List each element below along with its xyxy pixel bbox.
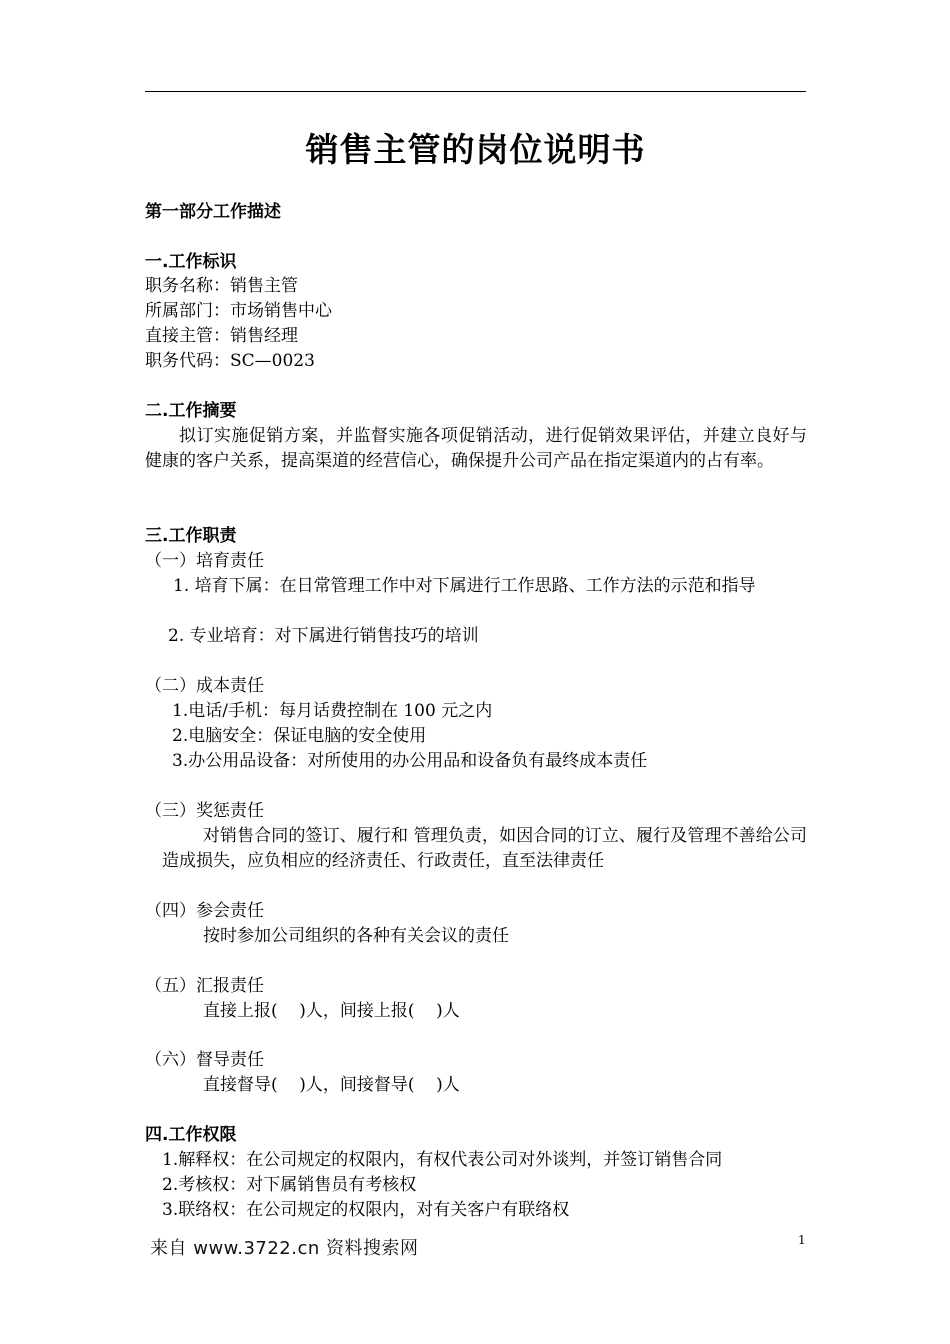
meetings-text: 按时参加公司组织的各种有关会议的责任	[203, 926, 509, 946]
duty-group-heading-rewards: （三）奖惩责任	[145, 801, 264, 821]
supervision-text: 直接督导( )人，间接督导( )人	[203, 1075, 460, 1095]
footer-source: 来自 www.3722.cn 资料搜索网	[150, 1238, 419, 1259]
cost-item-office-supplies: 3.办公用品设备：对所使用的办公用品和设备负有最终成本责任	[172, 751, 648, 771]
part-heading: 第一部分工作描述	[145, 202, 281, 222]
duty-group-heading-supervision: （六）督导责任	[145, 1050, 264, 1070]
supervisor-line: 直接主管：销售经理	[145, 326, 298, 346]
section-heading-identity: 一.工作标识	[145, 252, 237, 272]
cost-item-computer: 2.电脑安全：保证电脑的安全使用	[172, 726, 427, 746]
reporting-text: 直接上报( )人，间接上报( )人	[203, 1001, 460, 1021]
duty-group-heading-meetings: （四）参会责任	[145, 901, 264, 921]
job-code-line: 职务代码：SC—0023	[145, 351, 315, 371]
duty-group-heading-cost: （二）成本责任	[145, 676, 264, 696]
section-heading-summary: 二.工作摘要	[145, 401, 237, 421]
duty-item-professional-training: 2. 专业培育：对下属进行销售技巧的培训	[168, 626, 479, 646]
summary-paragraph: 拟订实施促销方案，并监督实施各项促销活动，进行促销效果评估，并建立良好与健康的客户关系，提高渠道的经营信心，确保提升公司产品在指定渠道内的占有率。	[145, 426, 807, 471]
department-line: 所属部门：市场销售中心	[145, 301, 332, 321]
job-title-line: 职务名称：销售主管	[145, 276, 298, 296]
authority-item-liaison: 3.联络权：在公司规定的权限内，对有关客户有联络权	[162, 1200, 570, 1220]
duty-item-train-subordinates: 1. 培育下属：在日常管理工作中对下属进行工作思路、工作方法的示范和指导	[173, 576, 756, 596]
page-number: 1	[798, 1233, 806, 1247]
authority-item-interpretation: 1.解释权：在公司规定的权限内，有权代表公司对外谈判，并签订销售合同	[162, 1150, 723, 1170]
section-heading-authority: 四.工作权限	[145, 1125, 237, 1145]
document-title: 销售主管的岗位说明书	[305, 130, 646, 169]
cost-item-phone: 1.电话/手机：每月话费控制在 100 元之内	[172, 701, 493, 721]
rewards-paragraph: 对销售合同的签订、履行和 管理负责，如因合同的订立、履行及管理不善给公司造成损失，应负相应的经济责任、行政责任，直至法律责任	[162, 826, 807, 871]
header-rule	[145, 91, 806, 92]
section-heading-duties: 三.工作职责	[145, 526, 237, 546]
duty-group-heading-training: （一）培育责任	[145, 551, 264, 571]
duty-group-heading-reporting: （五）汇报责任	[145, 976, 264, 996]
authority-item-assessment: 2.考核权：对下属销售员有考核权	[162, 1175, 417, 1195]
